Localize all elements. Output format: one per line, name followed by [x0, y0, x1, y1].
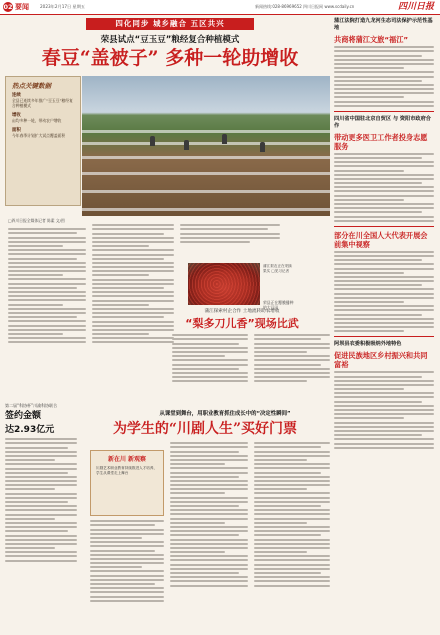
lead-photo-field: [82, 76, 330, 216]
issue-date: 2023年2月17日 星期五: [40, 4, 86, 9]
story2-body-col-1: [172, 332, 248, 384]
info-box-text: 川剧艺术职业教育持续推进人才培养，学生从课堂走上舞台: [96, 466, 158, 476]
lead-headline: 春豆“盖被子” 多种一轮助增收: [41, 47, 299, 69]
key-data-sidebar: [5, 76, 81, 206]
right-story3-headline: 部分在川全国人大代表开展会前集中视察: [334, 230, 428, 249]
story2-photo-caption: 蒲江梨农正在采摘果实 □见习记者: [263, 264, 292, 273]
story2-headline: “梨多刀儿香”现场比武: [185, 317, 299, 330]
right-story2-headline: 带动更多医卫工作者投身志愿服务: [334, 132, 428, 151]
info-box: [90, 450, 164, 516]
bottom-left-headline-2: 达2.93亿元: [5, 425, 55, 435]
bottom-left-kicker: 第二届“科协杯”川渝科协联合: [5, 403, 58, 408]
right-story4-kicker: 阿坝县农委积极吸纳外地特色: [334, 341, 402, 348]
sidebar-title: 热点关键数据: [12, 82, 51, 90]
news-hotline: 新闻热线:028-86969652 四川日报网 www.scdaily.cn: [255, 4, 355, 9]
story2-body-col-2: [254, 332, 330, 384]
page-number-badge: 02: [3, 3, 13, 11]
section-name: 要闻: [15, 3, 29, 11]
sidebar-entry: 面积 今年春季计划扩大试点覆盖面积: [12, 128, 66, 138]
bottom-body-col-3: [254, 440, 330, 589]
bottom-left-story: [5, 403, 77, 564]
lead-body-col-3: [180, 222, 280, 245]
newspaper-logo: 四川日报: [397, 2, 434, 12]
sidebar-entry: 增收 亩均多种一轮，带动农户增收: [12, 113, 62, 123]
lead-photo-caption: □四川日报全媒体记者 陈素 文/图: [8, 218, 65, 223]
page-header: [0, 0, 440, 15]
right-story1-kicker: 蒲江法院打造九龙河生态司法保护示范性基地: [334, 18, 433, 31]
story2-photo: [188, 263, 260, 305]
sidebar-entry: 连续 全县已连续多年推广“豆玉豆”粮经复合种植模式: [12, 93, 73, 108]
lead-subhead: 荣县试点“豆玉豆”粮经复合种植模式: [100, 35, 240, 45]
story2-subhead: 蒲江探索村企合作 土地流转助农增收: [204, 309, 280, 314]
right-story1-headline: 共商将蒲江文旅“福江”: [334, 35, 409, 44]
info-box-title: 新在川 新观察: [107, 456, 147, 463]
lead-body-col-1: [8, 226, 86, 345]
side-photo-caption: 荣县正在覆膜播种的大豆田: [263, 300, 294, 310]
right-news-column: [334, 18, 434, 451]
bottom-headline: 为学生的“川剧人生”买好门票: [112, 421, 298, 437]
bottom-body-col-1: [90, 518, 164, 604]
bottom-body-col-2: [170, 440, 248, 589]
theme-banner: 四化同步 城乡融合 五区共兴: [86, 18, 254, 30]
bottom-kicker: 从课堂到舞台，用职业教育抓住成长中的“决定性瞬间”: [159, 411, 291, 417]
right-story4-headline: 促进民族地区乡村振兴和共同富裕: [334, 351, 428, 370]
bottom-left-headline-1: 签约金额: [5, 411, 42, 421]
right-story2-kicker: 四川省中国驻北京自贸区 与 资阳市政府合作: [334, 115, 431, 129]
lead-body-col-2: [92, 222, 174, 346]
